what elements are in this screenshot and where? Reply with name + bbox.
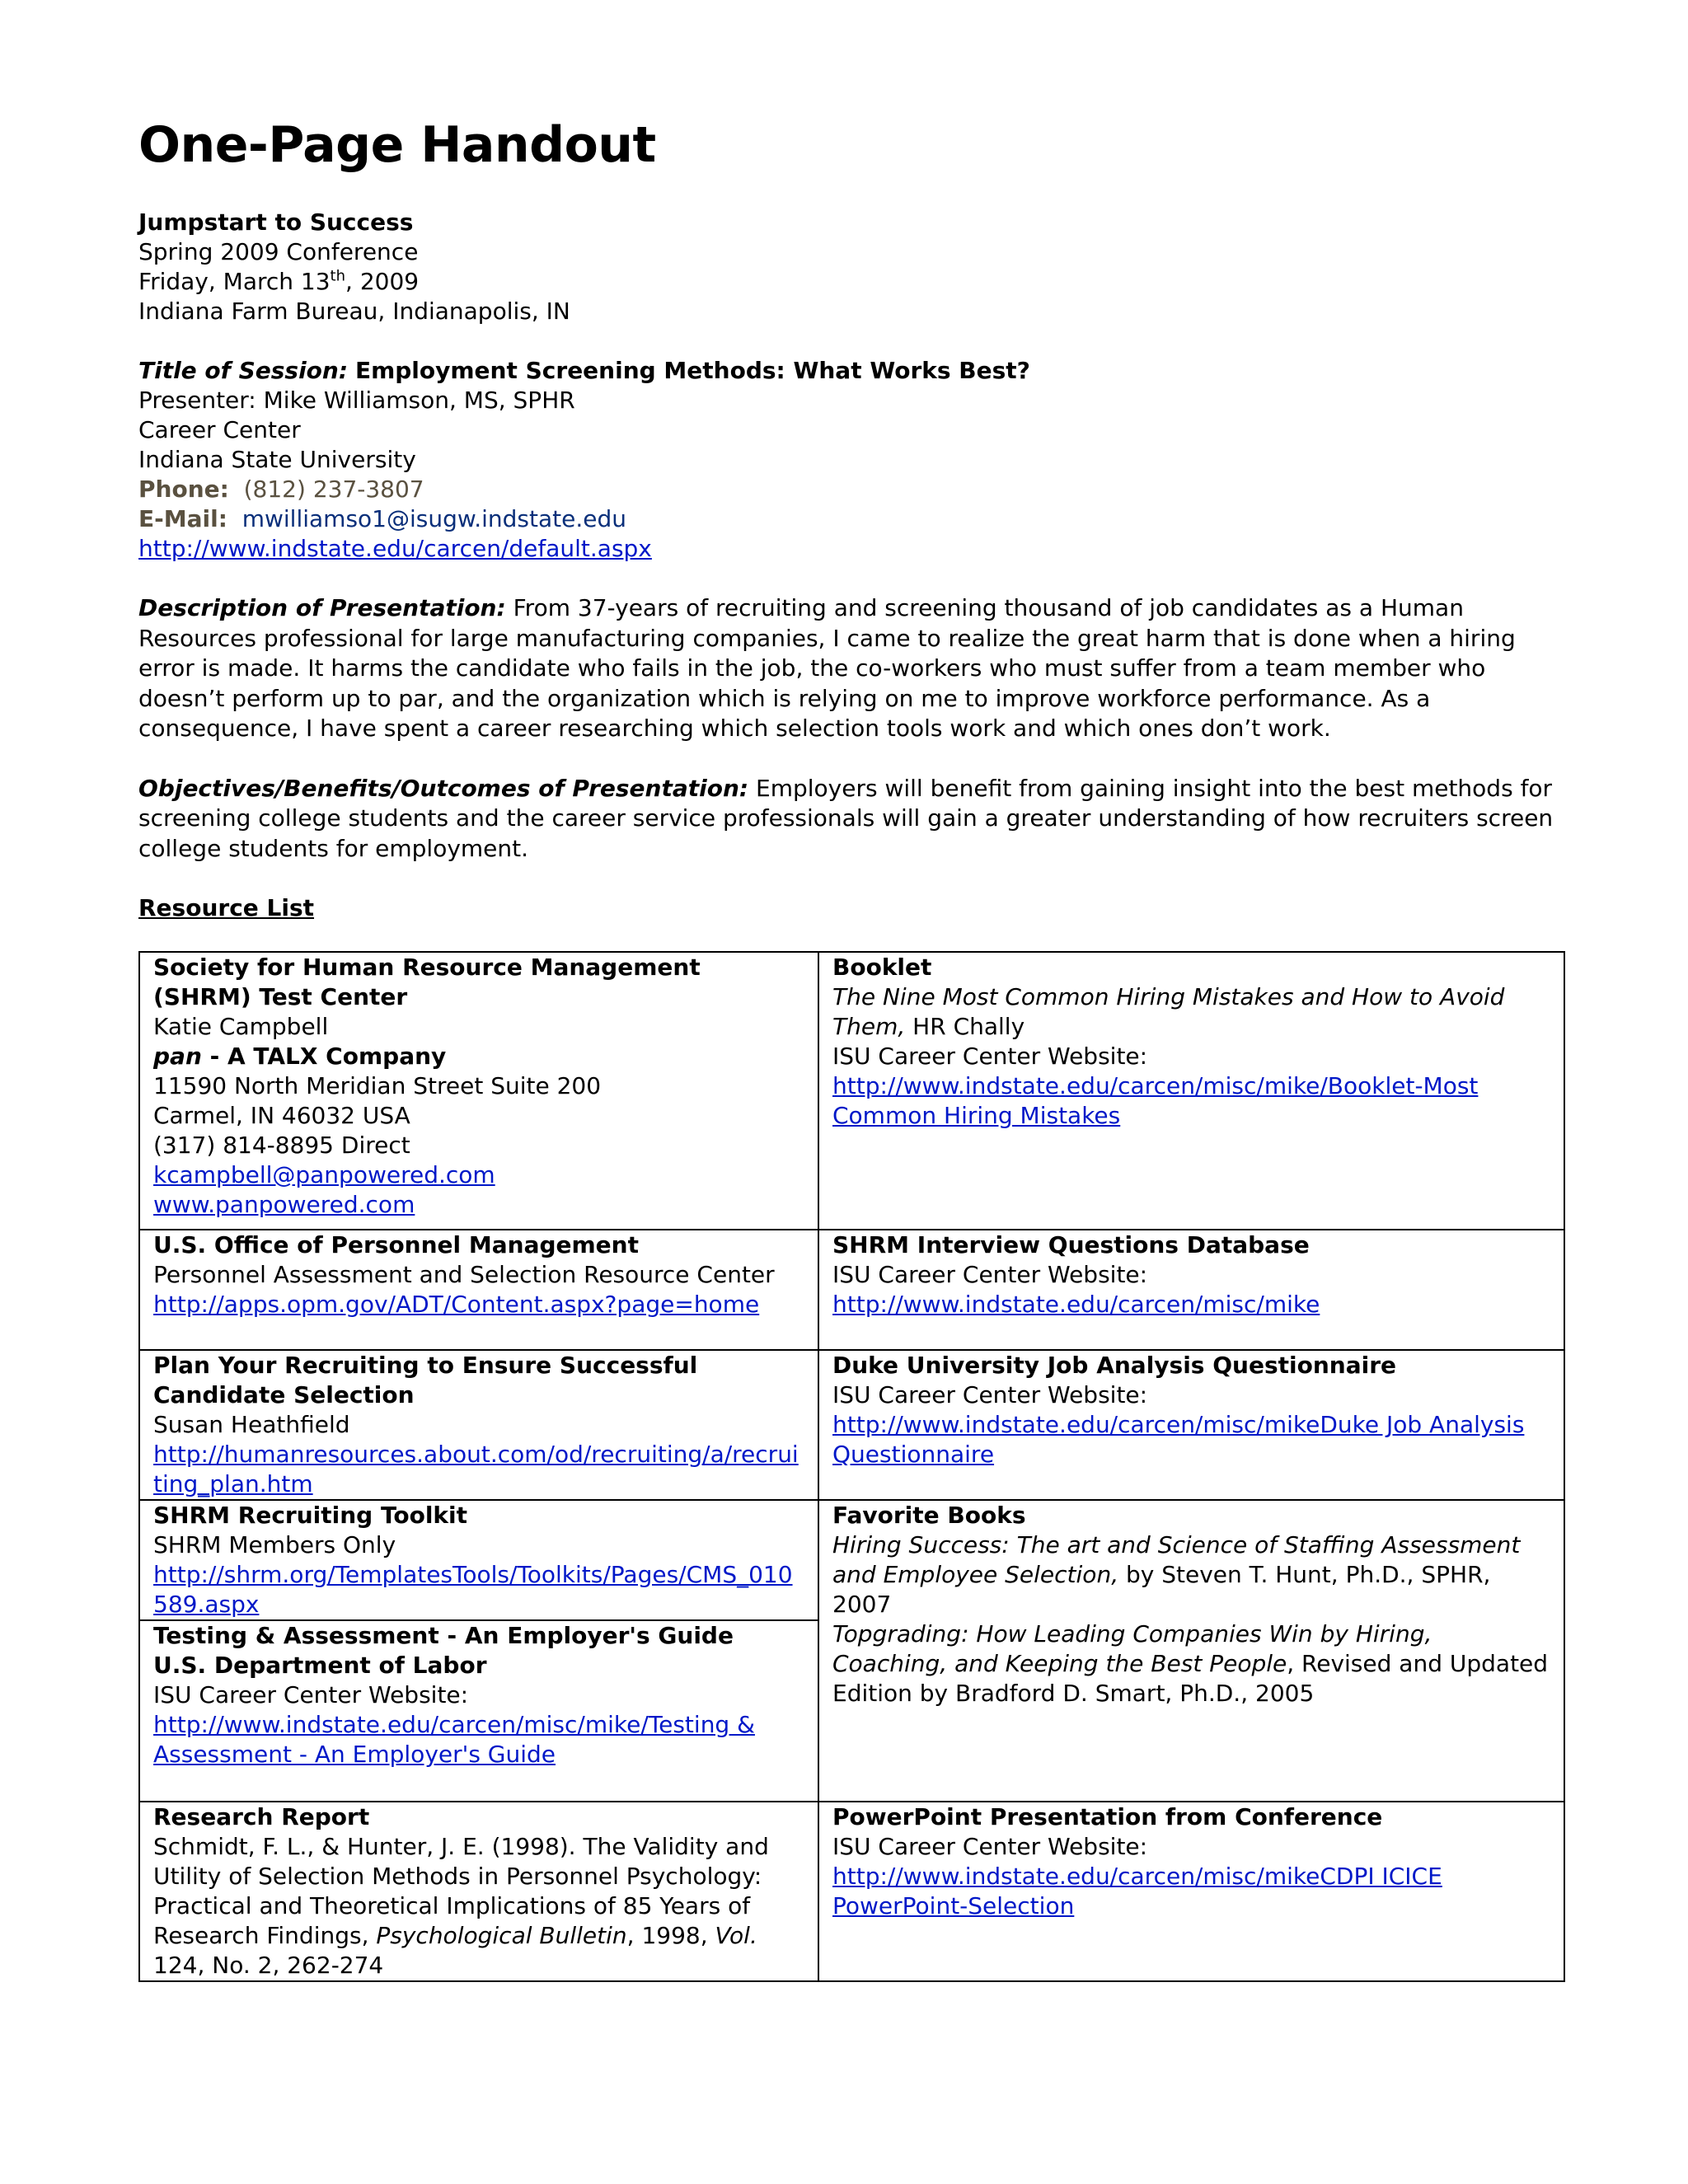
session-label: Title of Session: — [138, 357, 349, 384]
resource-contact: Katie Campbell — [153, 1013, 329, 1040]
resource-phone: (317) 814-8895 Direct — [153, 1132, 410, 1159]
citation-text: Schmidt, F. L., & Hunter, J. E. (1998). The Validity and Utility of Selection Methods in Personnel Psychology: Practical and Theoretical Implications of 85 Years of Research Findings, — [153, 1833, 769, 1949]
citation-volume: 124, No. 2, 262-274 — [153, 1952, 384, 1979]
phone-label: Phone: — [138, 476, 229, 503]
site-label: ISU Career Center Website: — [832, 1261, 1148, 1288]
resource-title: Duke University Job Analysis Questionnaire — [832, 1352, 1396, 1379]
resource-subtitle: Personnel Assessment and Selection Resource Center — [153, 1261, 775, 1288]
company-italic: pan — [153, 1043, 202, 1070]
interview-url-link[interactable]: http://www.indstate.edu/carcen/misc/mike — [832, 1291, 1320, 1318]
resource-title: Booklet — [832, 954, 932, 981]
resource-title: Society for Human Resource Management (SHRM) Test Center — [153, 954, 701, 1010]
resource-title: SHRM Interview Questions Database — [832, 1231, 1310, 1258]
university: Indiana State University — [138, 446, 416, 473]
opm-url-link[interactable]: http://apps.opm.gov/ADT/Content.aspx?page=home — [153, 1291, 760, 1318]
ppt-url-link[interactable]: http://www.indstate.edu/carcen/misc/mikeCDPI ICICE PowerPoint-Selection — [832, 1863, 1442, 1919]
table-row — [139, 1350, 1564, 1500]
resource-street: 11590 North Meridian Street Suite 200 — [153, 1072, 602, 1099]
toolkit-url-link[interactable]: http://shrm.org/TemplatesTools/Toolkits/Pages/CMS_010589.aspx — [153, 1561, 793, 1618]
site-label: ISU Career Center Website: — [153, 1681, 469, 1708]
objectives-text: Employers will benefit from gaining insight into the best methods for screening college students and the career service professionals will gain a greater understanding of how recruiters screen college students for employment. — [138, 774, 1554, 862]
site-label: ISU Career Center Website: — [832, 1833, 1148, 1860]
book-2-title: Topgrading: How Leading Companies Win by Hiring, Coaching, and Keeping the Best People — [832, 1620, 1432, 1677]
session-title-line — [138, 356, 1573, 386]
book-2 — [832, 1619, 1552, 1708]
plan-url-link[interactable]: http://humanresources.about.com/od/recruiting/a/recruiting_plan.htm — [153, 1441, 799, 1497]
resource-cell-plan — [139, 1350, 818, 1500]
date-sup: th — [330, 267, 346, 285]
book-2-author: , Revised and Updated Edition by Bradford D. Smart, Ph.D., 2005 — [832, 1650, 1549, 1707]
book-1 — [832, 1530, 1552, 1619]
resource-title: Favorite Books — [832, 1502, 1026, 1529]
date-suffix: , 2009 — [345, 268, 420, 295]
email-label: E-Mail: — [138, 505, 227, 532]
resource-cell-books — [818, 1500, 1564, 1802]
research-citation — [153, 1832, 806, 1980]
table-row — [139, 1500, 1564, 1802]
phone-line — [138, 475, 1573, 504]
resource-cell-booklet — [818, 952, 1564, 1230]
carcen-url-link[interactable]: http://www.indstate.edu/carcen/default.aspx — [138, 535, 652, 562]
citation-journal: Psychological Bulletin — [376, 1922, 627, 1949]
book-1-title: Hiring Success: The art and Science of Staffing Assessment and Employee Selection, — [832, 1531, 1521, 1588]
resource-cell-toolkit-testing — [139, 1500, 818, 1802]
resource-title: U.S. Office of Personnel Management — [153, 1231, 639, 1258]
objectives-label: Objectives/Benefits/Outcomes of Presentation: — [138, 774, 749, 802]
resource-cell-opm — [139, 1230, 818, 1350]
resource-company — [153, 1042, 806, 1071]
resource-cell-shrm-interview — [818, 1230, 1564, 1350]
citation-vol-label: Vol. — [715, 1922, 757, 1949]
resource-title: Testing & Assessment - An Employer's Guide — [153, 1622, 734, 1649]
table-row — [139, 1230, 1564, 1350]
description-text: From 37-years of recruiting and screening thousand of job candidates as a Human Resources professional for large manufacturing companies, I came to realize the great harm that is done when a hiring error is made. It harms the candidate who fails in the job, the co-workers who must suffer from a team member who doesn’t perform up to par, and the organization which is relying on me to improve workforce performance. As a consequence, I have spent a career researching which selection tools work and which ones don’t work. — [138, 594, 1516, 742]
table-row — [139, 1802, 1564, 1981]
testing-url-link[interactable]: http://www.indstate.edu/carcen/misc/mike/Testing & Assessment - An Employer's Guide — [153, 1711, 755, 1768]
company-rest: - A TALX Company — [201, 1043, 447, 1070]
booklet-book — [832, 982, 1552, 1042]
resource-list-heading: Resource List — [138, 894, 315, 921]
page-title: One-Page Handout — [138, 116, 656, 174]
resource-author: Susan Heathfield — [153, 1411, 350, 1438]
resource-title: Research Report — [153, 1803, 370, 1830]
testing-block — [140, 1619, 818, 1769]
conference-date — [138, 267, 1573, 297]
book-author: HR Chally — [905, 1013, 1025, 1040]
resource-cell-shrm-test — [139, 952, 818, 1230]
citation-year: , 1998, — [626, 1922, 715, 1949]
description-paragraph — [138, 593, 1573, 744]
resource-web-link[interactable]: www.panpowered.com — [153, 1191, 415, 1218]
date-prefix: Friday, March 13 — [138, 268, 331, 295]
resource-city: Carmel, IN 46032 USA — [153, 1102, 410, 1129]
conference-location: Indiana Farm Bureau, Indianapolis, IN — [138, 298, 570, 325]
handout-page — [138, 115, 1573, 1982]
resource-title: PowerPoint Presentation from Conference — [832, 1803, 1383, 1830]
site-label: ISU Career Center Website: — [832, 1381, 1148, 1408]
resource-subtitle: SHRM Members Only — [153, 1531, 396, 1558]
department: Career Center — [138, 416, 301, 443]
resource-cell-duke — [818, 1350, 1564, 1500]
conference-name: Jumpstart to Success — [138, 209, 414, 236]
objectives-paragraph — [138, 774, 1573, 865]
book-1-author: by Steven T. Hunt, Ph.D., SPHR, 2007 — [832, 1561, 1491, 1618]
resource-title: SHRM Recruiting Toolkit — [153, 1502, 468, 1529]
resource-table — [138, 951, 1565, 1982]
site-label: ISU Career Center Website: — [832, 1043, 1148, 1070]
conference-season: Spring 2009 Conference — [138, 238, 419, 265]
booklet-url-link[interactable]: http://www.indstate.edu/carcen/misc/mike/Booklet-Most Common Hiring Mistakes — [832, 1072, 1479, 1129]
resource-agency: U.S. Department of Labor — [153, 1652, 487, 1679]
resource-cell-research — [139, 1802, 818, 1981]
resource-email-link[interactable]: kcampbell@panpowered.com — [153, 1161, 495, 1188]
presenter: Presenter: Mike Williamson, MS, SPHR — [138, 387, 575, 414]
table-row — [139, 952, 1564, 1230]
duke-url-link[interactable]: http://www.indstate.edu/carcen/misc/mikeDuke Job Analysis Questionnaire — [832, 1411, 1525, 1468]
resource-cell-ppt — [818, 1802, 1564, 1981]
email-link[interactable]: mwilliamso1@isugw.indstate.edu — [241, 505, 626, 532]
email-line — [138, 504, 1573, 534]
phone-value: (812) 237-3807 — [243, 476, 424, 503]
resource-title: Plan Your Recruiting to Ensure Successful Candidate Selection — [153, 1352, 698, 1408]
description-label: Description of Presentation: — [138, 594, 506, 621]
session-title: Employment Screening Methods: What Works Best? — [354, 357, 1030, 384]
book-title: The Nine Most Common Hiring Mistakes and How to Avoid Them, — [832, 983, 1505, 1040]
